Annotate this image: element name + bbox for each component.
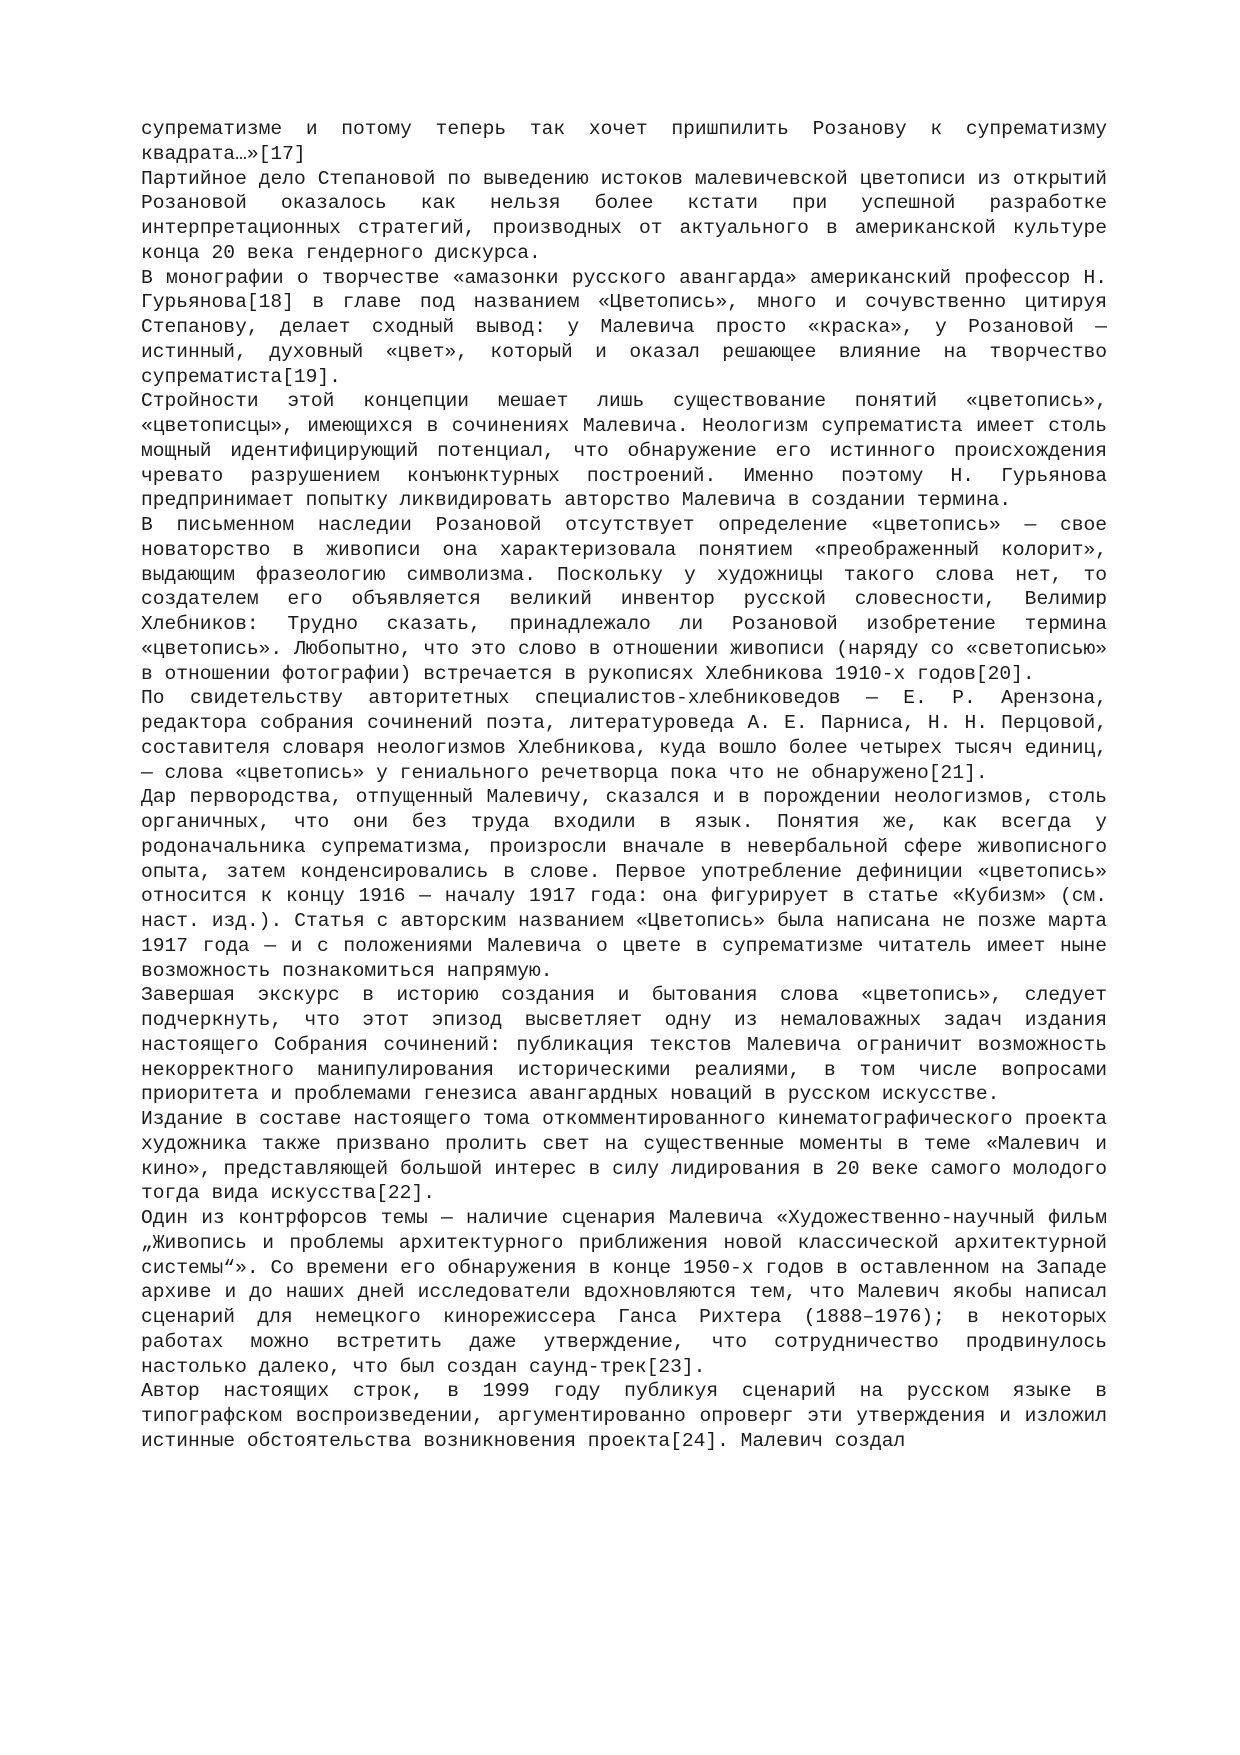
paragraph-4: Стройности этой концепции мешает лишь существование понятий «цветопись», «цветописцы», имеющихся в сочинениях Малевича. Неологизм супрематиста имеет столь мощный идентифицирующий потенциал, что обнаружение его истинного происхождения чревато разрушением конъюнктурных построений. Именно поэтому Н. Гурьянова предпринимает попытку ликвидировать авторство Малевича в создании термина.	[141, 390, 1107, 512]
paragraph-5: В письменном наследии Розановой отсутствует определение «цветопись» — свое новаторство в живописи она характеризовала понятием «преображенный колорит», выдающим фразеологию символизма. Поскольку у художницы такого слова нет, то создателем его объявляется великий инвентор русской словесности, Велимир Хлебников: Трудно сказать, принадлежало ли Розановой изобретение термина «цветопись». Любопытно, что это слово в отношении живописи (наряду со «светописью» в отношении фотографии) встречается в рукописях Хлебникова 1910-х годов[20].	[141, 514, 1107, 685]
paragraph-10: Один из контрфорсов темы — наличие сценария Малевича «Художественно-научный фильм „Живопись и проблемы архитектурного приближения новой классической архитектурной системы“». Со времени его обнаружения в конце 1950-х годов в оставленном на Западе архиве и до наших дней исследователи вдохновляются тем, что Малевич якобы написал сценарий для немецкого кинорежиссера Ганса Рихтера (1888–1976); в некоторых работах можно встретить даже утверждение, что сотрудничество продвинулось настолько далеко, что был создан саунд-трек[23].	[141, 1207, 1107, 1378]
paragraph-9: Издание в составе настоящего тома откомментированного кинематографического проекта художника также призвано пролить свет на существенные моменты в теме «Малевич и кино», представляющей большой интерес в силу лидирования в 20 веке самого молодого тогда вида искусства[22].	[141, 1108, 1107, 1205]
paragraph-1: супрематизме и потому теперь так хочет пришпилить Розанову к супрематизму квадрата…»[17]	[141, 118, 1107, 165]
paragraph-11: Автор настоящих строк, в 1999 году публикуя сценарий на русском языке в типографском воспроизведении, аргументированно опроверг эти утверждения и изложил истинные обстоятельства возникновения проекта[24]. Малевич создал	[141, 1380, 1107, 1452]
paragraph-2: Партийное дело Степановой по выведению истоков малевичевской цветописи из открытий Розановой оказалось как нельзя более кстати при успешной разработке интерпретационных стратегий, производных от актуального в американской культуре конца 20 века гендерного дискурса.	[141, 167, 1107, 264]
paragraph-3: В монографии о творчестве «амазонки русского авангарда» американский профессор Н. Гурьянова[18] в главе под названием «Цветопись», много и сочувственно цитируя Степанову, делает сходный вывод: у Малевича просто «краска», у Розановой — истинный, духовный «цвет», который и оказал решающее влияние на творчество супрематиста[19].	[141, 266, 1107, 388]
paragraph-8: Завершая экскурс в историю создания и бытования слова «цветопись», следует подчеркнуть, что этот эпизод высветляет одну из немаловажных задач издания настоящего Собрания сочинений: публикация текстов Малевича ограничит возможность некорректного манипулирования историческими реалиями, в том числе вопросами приоритета и проблемами генезиса авангардных новаций в русском искусстве.	[141, 984, 1107, 1106]
paragraph-6: По свидетельству авторитетных специалистов-хлебниковедов — Е. Р. Арензона, редактора собрания сочинений поэта, литературоведа А. Е. Парниса, Н. Н. Перцовой, составителя словаря неологизмов Хлебникова, куда вошло более четырех тысяч единиц, — слова «цветопись» у гениального речетворца пока что не обнаружено[21].	[141, 687, 1107, 784]
body-text	[141, 117, 1107, 1454]
paragraph-7: Дар первородства, отпущенный Малевичу, сказался и в порождении неологизмов, столь органичных, что они без труда входили в язык. Понятия же, как всегда у родоначальника супрематизма, произросли вначале в невербальной сфере живописного опыта, затем конденсировались в слове. Первое употребление дефиниции «цветопись» относится к концу 1916 — началу 1917 года: она фигурирует в статье «Кубизм» (см. наст. изд.). Статья с авторским названием «Цветопись» была написана не позже марта 1917 года — и с положениями Малевича о цвете в супрематизме читатель имеет ныне возможность познакомиться напрямую.	[141, 786, 1107, 982]
